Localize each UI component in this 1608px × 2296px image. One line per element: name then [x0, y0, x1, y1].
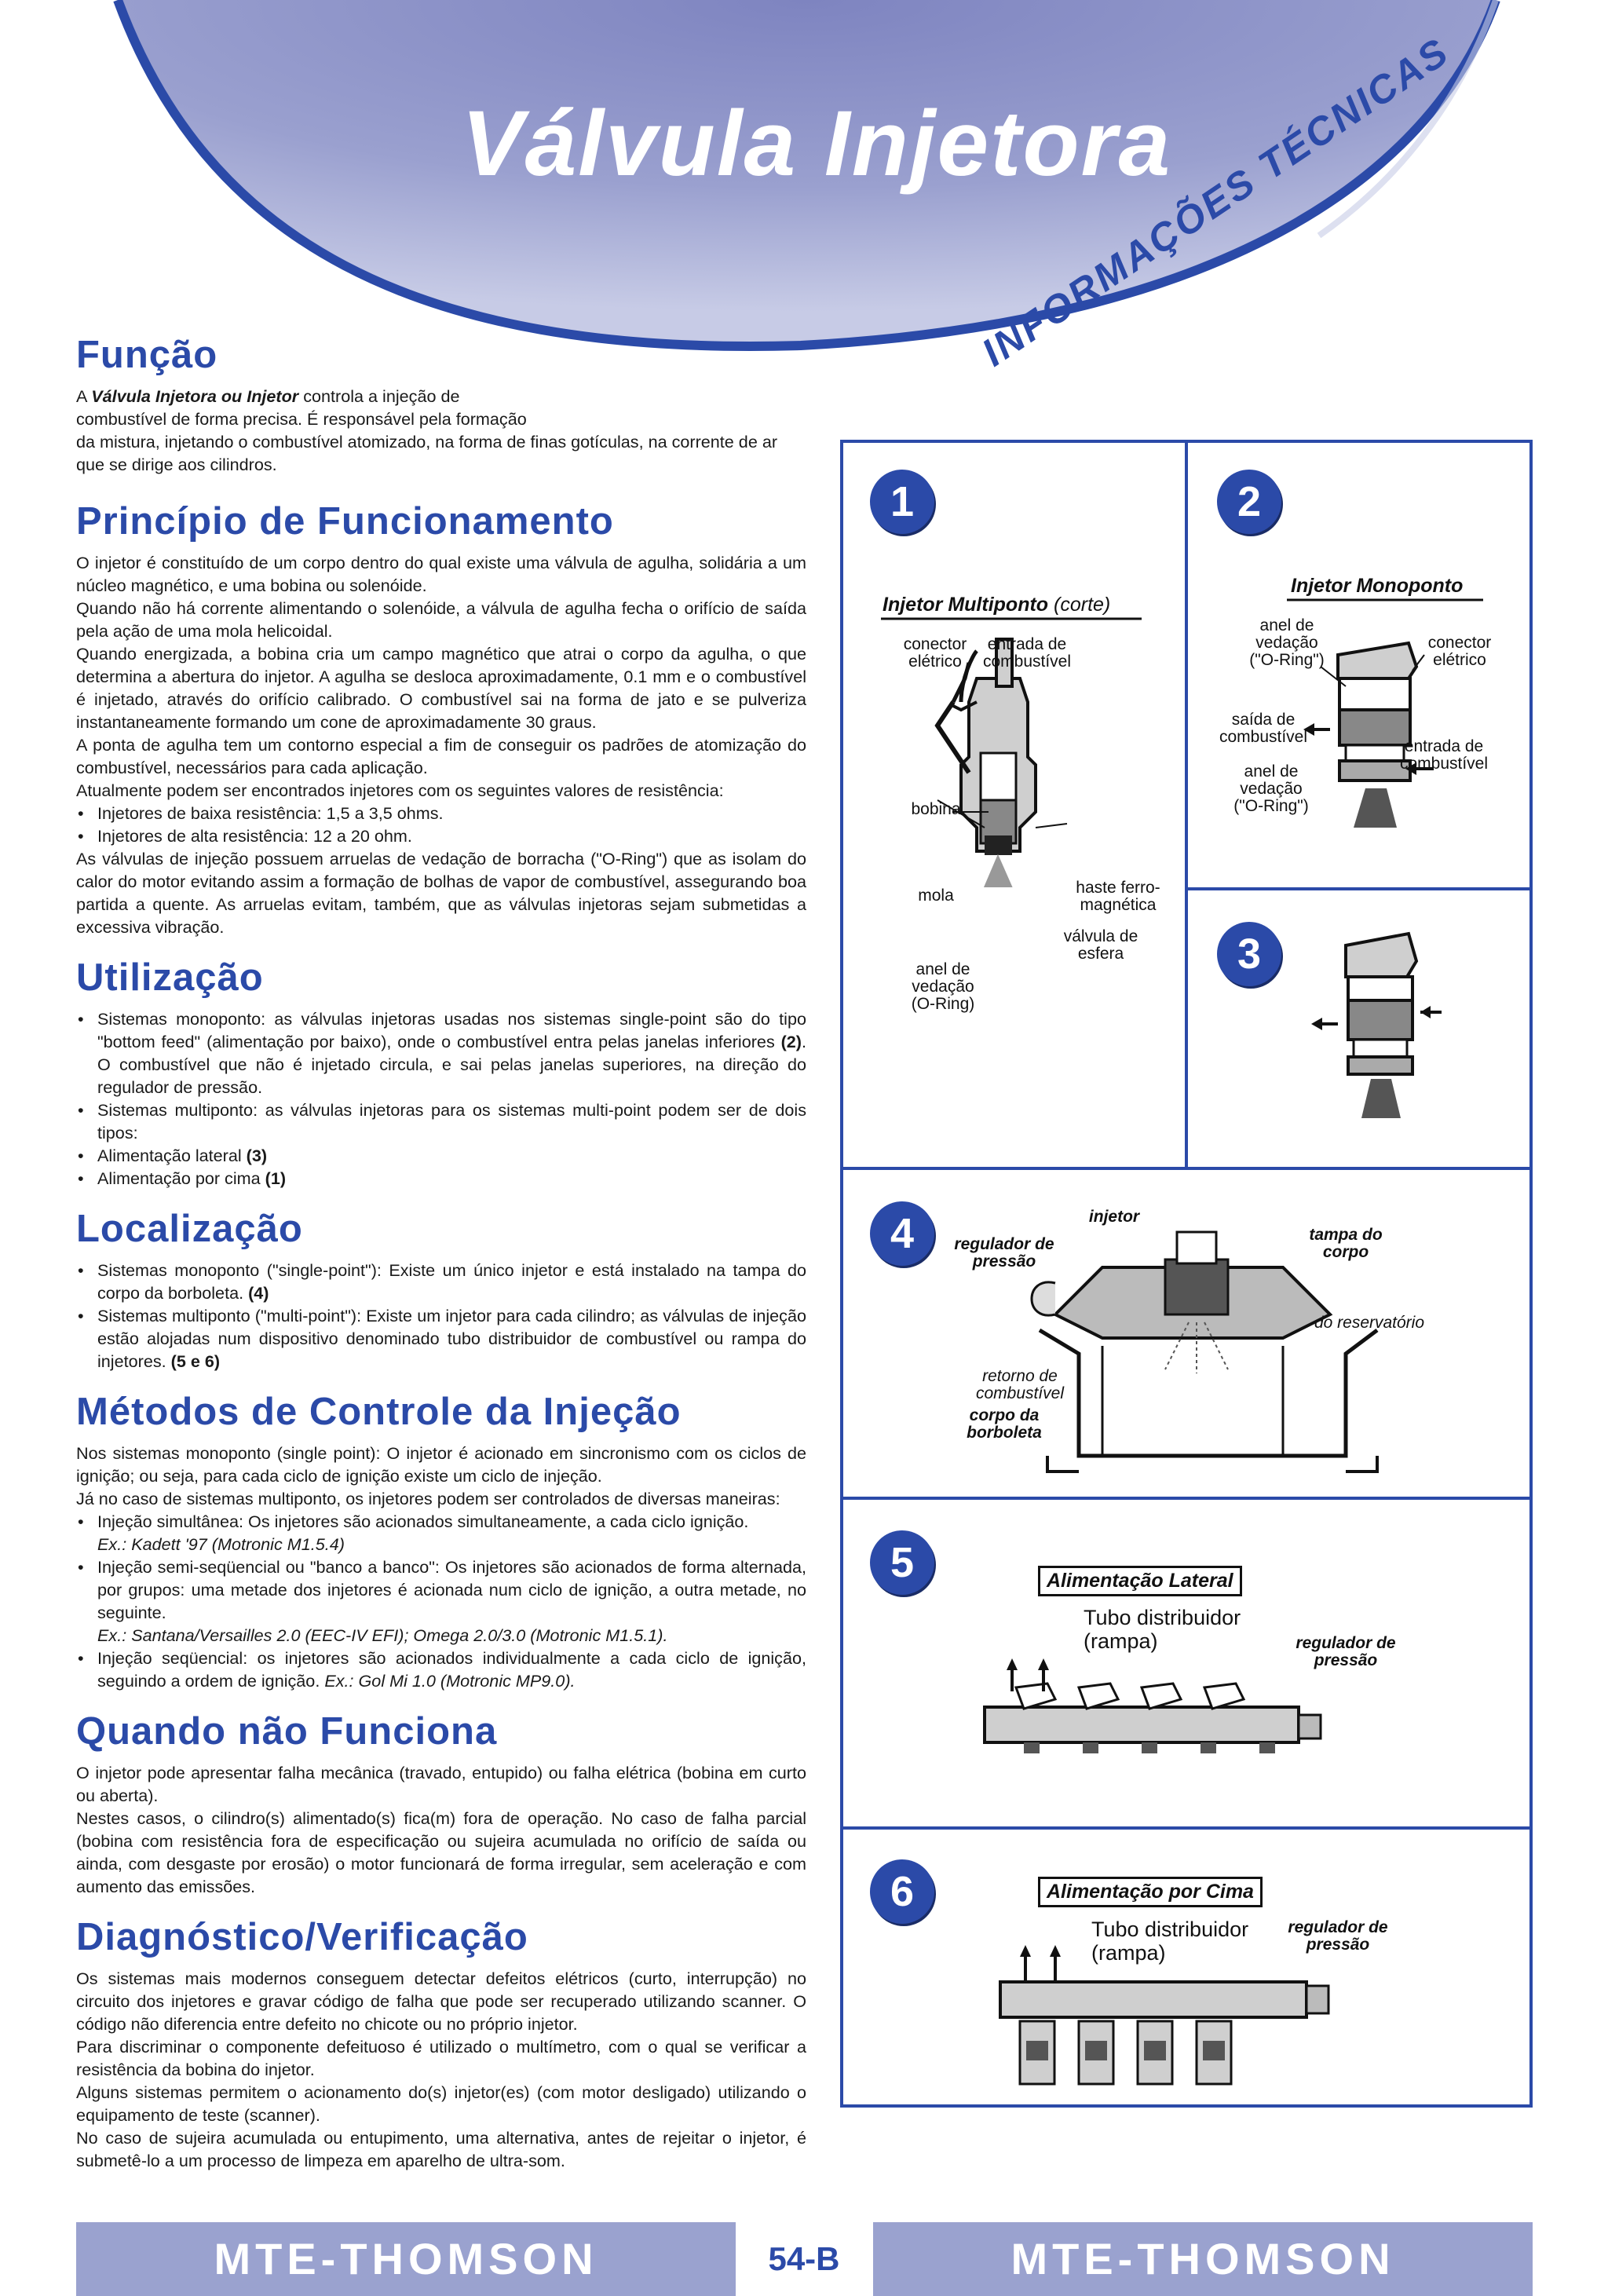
utilizacao-list	[76, 1007, 806, 1190]
label-reservatorio: do reservatório	[1314, 1314, 1425, 1332]
text-column	[76, 322, 806, 2172]
label-saida: saída de combustível	[1219, 711, 1308, 746]
list-item-text: Sistemas monoponto: as válvulas injetoras usadas nos sistemas single-point são do tipo "bottom feed" (alimentação por baixo), onde o combustível entra pelas janelas inferiores	[97, 1009, 806, 1051]
diagnostico-paragraph: Alguns sistemas permitem o acionamento do(s) injetor(es) (com motor desligado) utilizando o equipamento de teste (scanner).	[76, 2082, 806, 2125]
label-regulador: regulador de pressão	[1296, 1634, 1396, 1669]
localizacao-list	[76, 1259, 806, 1373]
footer-brand-left: MTE-THOMSON	[76, 2222, 736, 2296]
funcao-text-2: combustível de forma precisa. É responsável pela formação	[76, 409, 527, 429]
label-injetor: injetor	[1088, 1208, 1140, 1226]
funcao-text-1: controla a injeção de	[298, 386, 460, 406]
funcao-term: Válvula Injetora ou Injetor	[91, 386, 299, 406]
list-item	[76, 1304, 806, 1373]
list-item-text: Injeção seqüencial: os injetores são acionados individualmente a cada ciclo de ignição, seguindo a ordem de ignição.	[97, 1648, 806, 1691]
section-title-metodos: Métodos de Controle da Injeção	[76, 1391, 682, 1433]
figure-title-bold: Injetor Multiponto	[883, 594, 1049, 616]
list-item	[76, 1167, 806, 1190]
list-item	[76, 1510, 806, 1556]
label-retorno: retorno de combustível	[975, 1367, 1065, 1402]
principio-paragraph: Atualmente podem ser encontrados injetores com os seguintes valores de resistência:	[76, 781, 724, 800]
label-entrada: entrada de combustível	[982, 635, 1072, 671]
list-item-text: Sistemas monoponto ("single-point"): Existe um único injetor e está instalado na tampa do corpo da borboleta.	[97, 1260, 806, 1303]
list-item: • Injetores de baixa resistência: 1,5 a 3,5 ohms.	[76, 802, 806, 824]
list-item-text: Injeção semi-seqüencial ou "banco a banco": Os injetores são acionados de forma alternada, por grupos: uma metade dos injetores é acionada num ciclo de ignição, a outra metade, no seguinte.	[97, 1557, 806, 1622]
list-item	[76, 1556, 806, 1647]
figures-panel	[840, 440, 1533, 2108]
label-bobina: bobina	[911, 800, 961, 818]
list-item	[76, 1007, 806, 1099]
quando-paragraph: Nestes casos, o cilindro(s) alimentado(s) fica(m) fora de operação. No caso de falha parcial (bobina com resistência fora de especificação ou sujeira acumulada no orifício de saída ou ainda, com desgaste por erosão) o motor funcionará de forma irregular, sem aceleração e com aumento das emissões.	[76, 1808, 806, 1896]
figure-title-rest: (corte)	[1048, 594, 1111, 616]
figure-number: 1	[870, 470, 934, 534]
quando-paragraph: O injetor pode apresentar falha mecânica (travado, entupido) ou falha elétrica (bobina em curto ou aberta).	[76, 1763, 806, 1805]
funcao-prefix: A	[76, 386, 92, 406]
page-title: Válvula Injetora	[461, 92, 1172, 196]
footer	[76, 2222, 1533, 2296]
resistance-list	[76, 802, 806, 847]
list-item-text: . O combustível que não é injetado circula, e sai pelas janelas superiores, na direção do regulador de pressão.	[97, 1032, 806, 1097]
figure-number: 2	[1217, 470, 1281, 534]
principio-paragraph: As válvulas de injeção possuem arruelas de vedação de borracha ("O-Ring") que as isolam do calor do motor evitando assim a formação de bolhas de vapor de combustível, assegurando boa partida a quente. As arruelas evitam, também, que as válvulas injetoras sejam submetidas a excessiva vibração.	[76, 849, 806, 937]
label-valvula: válvula de esfera	[1063, 927, 1138, 963]
label-anel-top: anel de vedação ("O-Ring")	[1249, 616, 1325, 669]
figure-number: 6	[870, 1859, 934, 1924]
metodos-paragraph: Já no caso de sistemas multiponto, os injetores podem ser controlados de diversas maneiras:	[76, 1489, 780, 1508]
figure-ref: (2)	[780, 1032, 802, 1051]
figure-title: Injetor Monoponto	[1291, 575, 1464, 597]
figure-number: 3	[1217, 922, 1281, 986]
diagnostico-paragraph: Os sistemas mais modernos conseguem detectar defeitos elétricos (curto, interrupção) no circuito dos injetores e gravar código de falha que pode ser recuperado utilizando scanner. O código não diferencia entre defeito no chicote ou no próprio injetor.	[76, 1969, 806, 2034]
figure-number: 5	[870, 1530, 934, 1595]
section-title-principio: Princípio de Funcionamento	[76, 500, 614, 543]
label-corpo: corpo da borboleta	[967, 1406, 1042, 1442]
section-title-quando: Quando não Funciona	[76, 1710, 498, 1753]
list-item: • Injetores de alta resistência: 12 a 20 ohm.	[76, 824, 806, 847]
label-anel-bottom: anel de vedação ("O-Ring")	[1233, 762, 1309, 815]
label-entrada: entrada de combustível	[1399, 737, 1489, 773]
page-number: 54-B	[737, 2222, 871, 2296]
list-item	[76, 1099, 806, 1144]
top-rail-drawing	[843, 443, 1533, 2111]
label-mola: mola	[918, 887, 954, 905]
section-title-funcao: Função	[76, 334, 218, 376]
figure-ref: (1)	[265, 1168, 287, 1188]
metodos-list	[76, 1510, 806, 1692]
principio-paragraph: Quando energizada, a bobina cria um campo magnético que atrai o corpo da agulha, o que determina a abertura do injetor. A agulha se desloca aproximadamente, 0.1 mm e o combustível é injetado, através do orifício calibrado. O combustível sai na forma de jato e se pulveriza instantaneamente formando um cone de aproximadamente 30 graus.	[76, 644, 806, 732]
list-item-text: Injeção simultânea: Os injetores são acionados simultaneamente, a cada ciclo ignição.	[97, 1512, 749, 1531]
figure-ref: (5 e 6)	[170, 1351, 221, 1371]
label-regulador: regulador de pressão	[1288, 1918, 1388, 1954]
principio-paragraph: A ponta de agulha tem um contorno especial a fim de conseguir os padrões de atomização do combustível, necessários para cada aplicação.	[76, 735, 806, 777]
list-item	[76, 1144, 806, 1167]
label-tubo: Tubo distribuidor (rampa)	[1084, 1606, 1241, 1653]
diagnostico-paragraph: No caso de sujeira acumulada ou entupimento, uma alternativa, antes de rejeitar o injetor, é submetê-lo a um processo de limpeza em aparelho de ultra-som.	[76, 2128, 806, 2170]
section-title-utilizacao: Utilização	[76, 956, 264, 999]
label-tampa: tampa do corpo	[1309, 1226, 1383, 1261]
example-text: Ex.: Santana/Versailles 2.0 (EEC-IV EFI); Omega 2.0/3.0 (Motronic M1.5.1).	[97, 1625, 668, 1645]
funcao-paragraph	[76, 385, 806, 476]
list-item-text: Alimentação por cima	[97, 1168, 265, 1188]
label-anel: anel de vedação (O-Ring)	[911, 960, 975, 1013]
figure-title: Alimentação por Cima	[1038, 1877, 1263, 1907]
label-tubo: Tubo distribuidor (rampa)	[1091, 1918, 1249, 1965]
label-conector: conector elétrico	[1427, 634, 1492, 669]
metodos-paragraph: Nos sistemas monoponto (single point): O injetor é acionado em sincronismo com os ciclos de ignição; ou seja, para cada ciclo de ignição existe um ciclo de injeção.	[76, 1443, 806, 1486]
principio-paragraph: Quando não há corrente alimentando o solenóide, a válvula de agulha fecha o orifício de saída pela ação de uma mola helicoidal.	[76, 598, 806, 641]
figure-title: Alimentação Lateral	[1038, 1566, 1242, 1596]
footer-brand-right: MTE-THOMSON	[873, 2222, 1533, 2296]
figure-ref: (3)	[246, 1146, 268, 1165]
example-text: Ex.: Kadett '97 (Motronic M1.5.4)	[97, 1534, 345, 1554]
label-haste: haste ferro- magnética	[1076, 879, 1160, 914]
label-conector: conector elétrico	[903, 635, 967, 671]
section-title-diagnostico: Diagnóstico/Verificação	[76, 1916, 528, 1958]
label-regulador: regulador de pressão	[954, 1235, 1054, 1270]
principio-paragraph: O injetor é constituído de um corpo dentro do qual existe uma válvula de agulha, solidária a um núcleo magnético, e uma bobina ou solenóide.	[76, 553, 806, 595]
list-item	[76, 1259, 806, 1304]
list-item-text: Alimentação lateral	[97, 1146, 247, 1165]
example-text: Ex.: Gol Mi 1.0 (Motronic MP9.0).	[324, 1671, 576, 1691]
figure-ref: (4)	[248, 1283, 269, 1303]
figure-number: 4	[870, 1201, 934, 1266]
section-title-localizacao: Localização	[76, 1208, 303, 1250]
section-ribbon: INFORMAÇÕES TÉCNICAS	[974, 28, 1457, 375]
funcao-text-3: da mistura, injetando o combustível atomizado, na forma de finas gotículas, na corrente de ar que se dirige aos cilindros.	[76, 432, 778, 474]
diagnostico-paragraph: Para discriminar o componente defeituoso é utilizado o multímetro, com o qual se verificar a resistência da bobina do injetor.	[76, 2037, 806, 2079]
list-item	[76, 1647, 806, 1692]
list-item-text: Sistemas multiponto: as válvulas injetoras para os sistemas multi-point podem ser de dois tipos:	[97, 1100, 806, 1143]
list-item-text: Sistemas multiponto ("multi-point"): Existe um injetor para cada cilindro; as válvulas de injeção estão alojadas num dispositivo denominado tubo distribuidor de combustível ou rampa do injetores.	[97, 1306, 806, 1371]
